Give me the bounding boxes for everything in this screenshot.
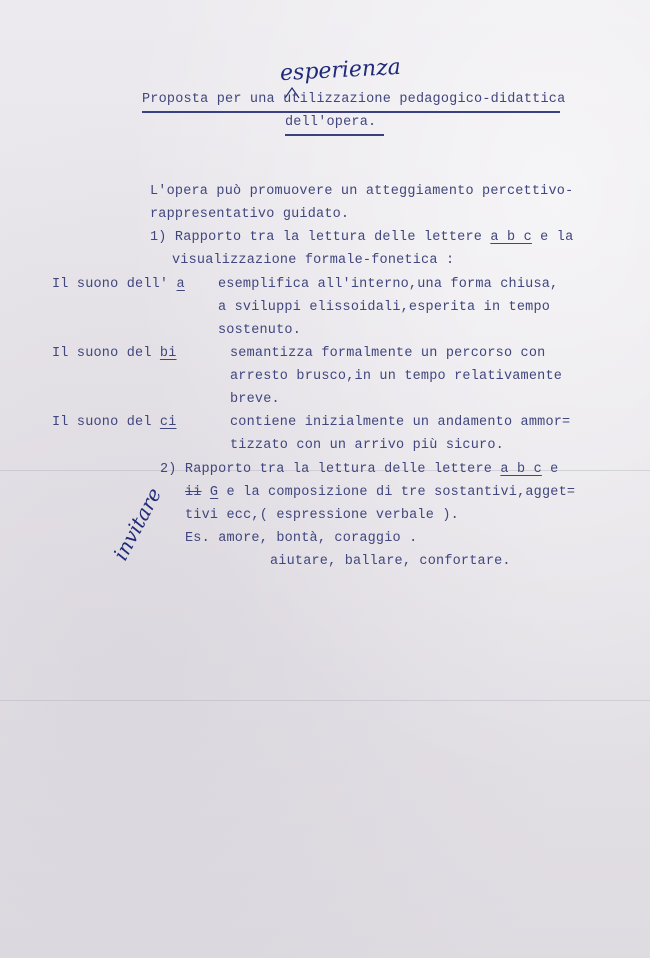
examples-line-1: Es. amore, bontà, coraggio .	[185, 531, 418, 546]
section1-heading	[150, 230, 573, 246]
section1-heading-letters: a b c	[490, 230, 532, 245]
section2-line-2	[185, 485, 575, 501]
intro-line-1: L'opera può promuovere un atteggiamento percettivo-	[150, 184, 574, 199]
sound-bi-line-2: arresto brusco,in un tempo relativamente	[230, 369, 563, 384]
title-rule	[142, 111, 560, 113]
title-line-2: dell'opera.	[285, 115, 377, 130]
sound-label-prefix: Il suono dell'	[52, 277, 177, 292]
sound-letter-ci: ci	[159, 415, 177, 430]
sound-ci-line-1: contiene inizialmente un andamento ammor=	[230, 415, 571, 430]
sound-letter-bi: bi	[159, 346, 177, 361]
section1-heading-suffix: e la	[531, 230, 574, 245]
sound-label-prefix: Il suono del	[52, 415, 160, 430]
sound-letter-a: a	[176, 277, 185, 292]
sound-label-a	[52, 277, 185, 293]
title-rule-short	[285, 134, 384, 136]
section2-heading-suffix: e	[541, 462, 559, 477]
sound-ci-line-2: tizzato con un arrivo più sicuro.	[230, 438, 504, 453]
handwritten-margin-note: invitare	[108, 483, 167, 565]
section2-letter-g: G	[209, 485, 219, 500]
section2-heading-letters: a b c	[500, 462, 542, 477]
intro-line-2: rappresentativo guidato.	[150, 207, 350, 222]
section1-heading-line-2: visualizzazione formale-fonetica :	[172, 253, 455, 268]
struck-text: ii	[185, 485, 202, 500]
sound-a-line-2: a sviluppi elissoidali,esperita in tempo	[218, 300, 551, 315]
title-line-1: Proposta per una utilizzazione pedagogico-didattica	[142, 92, 566, 107]
sound-label-ci	[52, 415, 177, 431]
sound-a-line-1: esemplifica all'interno,una forma chiusa,	[218, 277, 559, 292]
sound-label-prefix: Il suono del	[52, 346, 160, 361]
sound-bi-line-1: semantizza formalmente un percorso con	[230, 346, 546, 361]
examples-line-2: aiutare, ballare, confortare.	[270, 554, 511, 569]
sound-bi-line-3: breve.	[230, 392, 280, 407]
sound-label-bi	[52, 346, 177, 362]
section2-heading	[160, 462, 558, 478]
handwritten-correction: esperienza	[279, 54, 402, 87]
paper-crease	[0, 700, 650, 701]
sound-a-line-3: sostenuto.	[218, 323, 302, 338]
section2-heading-prefix: 2) Rapporto tra la lettura delle lettere	[160, 462, 501, 477]
section2-line-2-rest: e la composizione di tre sostantivi,agget=	[218, 485, 576, 500]
section2-line-3: tivi ecc,( espressione verbale ).	[185, 508, 459, 523]
section1-heading-prefix: 1) Rapporto tra la lettura delle lettere	[150, 230, 491, 245]
